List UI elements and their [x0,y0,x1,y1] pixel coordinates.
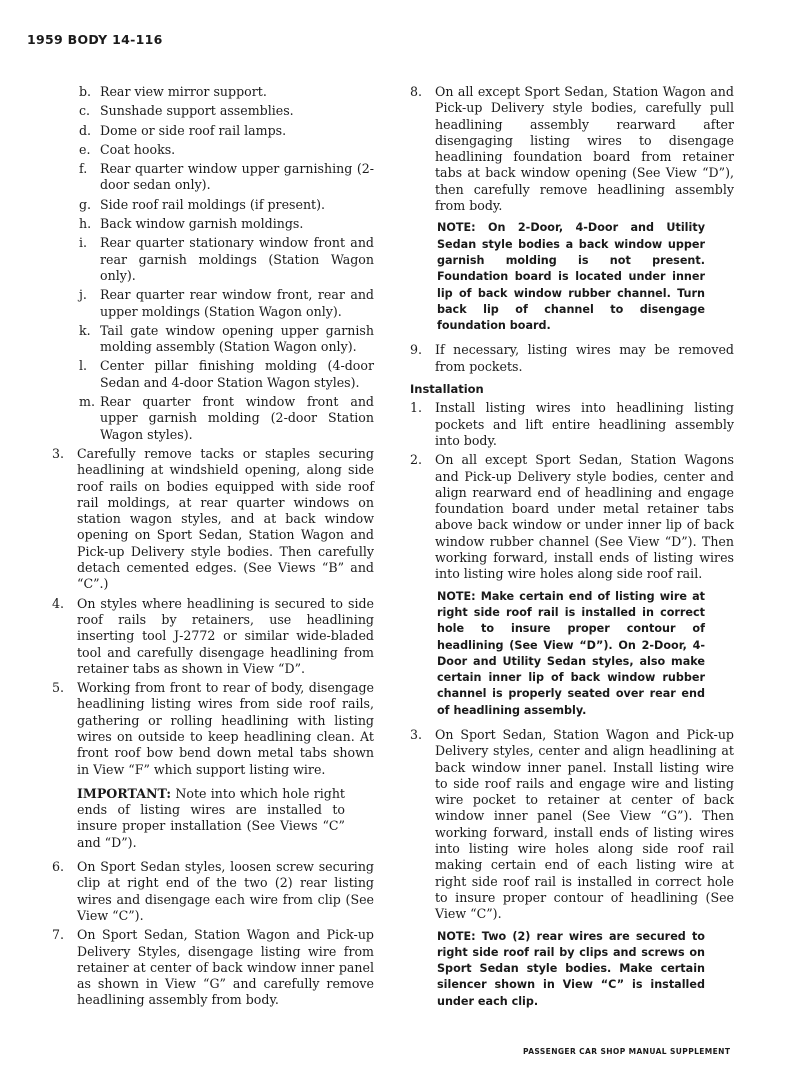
step-item [410,342,734,375]
page-footer: PASSENGER CAR SHOP MANUAL SUPPLEMENT [523,1047,731,1056]
list-item [52,216,374,232]
item-text: Sunshade support assemblies. [100,103,294,119]
step-text: Working from front to rear of body, disengage headlining listing wires from side roof rails, gathering or rolling headlining with listing wires on outside to keep headlining clean. At front roof bow bend down metal tabs shown in View “F” which support listing wire. [77,680,374,777]
step-number: 3. [410,726,423,742]
step-text: On all except Sport Sedan, Station Wagon and Pick-up Delivery style bodies, carefully pull headlining assembly rearward after disengaging listing wires to disengage headlining foundation board from retainer tabs at back window opening (See View “D”), then carefully remove headlining assembly from body. [435,84,734,214]
item-marker: i. [79,235,88,251]
step-item [410,400,734,449]
item-text: Rear quarter window upper garnishing (2-door sedan only). [100,161,374,193]
step-item [52,927,374,1008]
item-marker: h. [79,216,92,232]
note-block: NOTE: On 2-Door, 4-Door and Utility Sedan style bodies a back window upper garnish molding is not present. Foundation board is located under inner lip of back window rubber channel. Turn back lip of channel to disengage foundation board. [437,221,705,333]
step-item [52,859,374,924]
item-marker: b. [79,84,92,99]
step-number: 7. [52,927,65,943]
step-item [52,446,374,593]
list-item [52,235,374,284]
step-number: 4. [52,595,65,611]
item-text: Rear quarter stationary window front and rear garnish moldings (Station Wagon only). [100,235,374,283]
important-label: IMPORTANT: [77,785,172,801]
item-text: Tail gate window opening upper garnish molding assembly (Station Wagon only). [100,322,374,355]
step-text: If necessary, listing wires may be removed from pockets. [435,342,734,374]
step-text: On all except Sport Sedan, Station Wagons and Pick-up Delivery style bodies, center and align rearward end of headlining and engage foundation board under metal retainer tabs above back window or under inner lip of back window rubber channel (See View “D”). Then working forward, install ends of listing wires into listing wire holes along side roof rail. [435,452,734,582]
section-heading-installation: Installation [410,382,484,397]
important-text: Note into which hole right ends of listing wires are installed to insure proper installation (See Views “C” and “D”). [77,785,345,850]
list-item [52,394,374,443]
step-text: On Sport Sedan, Station Wagon and Pick-up Delivery styles, center and align headlining at back window inner panel. Install listing wire to side roof rails and engage wire and listing wire pocket to retainer at center of back window inner panel (See View “G”). Then working forward, install ends of listing wires into listing wire holes along side roof rail making certain end of each listing wire at right side roof rail is installed in correct hole to insure proper contour of headlining (See View “C”). [435,726,734,922]
step-item [410,727,734,923]
important-note [77,786,345,851]
step-item [52,680,374,778]
step-number: 6. [52,859,65,875]
page-header: 1959 BODY 14-116 [27,32,163,47]
item-marker: j. [79,287,87,303]
step-number: 2. [410,452,423,468]
item-text: Dome or side roof rail lamps. [100,122,287,138]
step-item [410,452,734,582]
item-marker: f. [79,161,88,177]
item-marker: m. [79,394,95,410]
item-text: Rear quarter front window front and upper garnish molding (2-door Station Wagon styles). [100,394,374,442]
item-marker: c. [79,103,91,119]
note-block: NOTE: Two (2) rear wires are secured to right side roof rail by clips and screws on Sport Sedan style bodies. Make certain silencer shown in View “C” is installed under each clip. [437,929,705,1008]
step-text: Carefully remove tacks or staples securing headlining at windshield opening, along side roof rails on bodies equipped with side roof rail moldings, at rear quarter windows on station wagon styles, and at back window opening on Sport Sedan, Station Wagon and Pick-up Delivery style bodies. Then carefully detach cemented edges. (See Views “B” and “C”.) [77,445,374,592]
item-marker: k. [79,322,91,338]
step-item [410,84,734,214]
item-marker: d. [79,122,92,138]
step-number: 8. [410,84,423,99]
list-item [52,84,374,100]
step-number: 3. [52,445,65,461]
list-item [52,358,374,391]
note-block: NOTE: Make certain end of listing wire at right side roof rail is installed in correct hole to insure proper contour of headlining (See View “D”). On 2-Door, 4-Door and Utility Sedan styles, also make certain inner lip of back window rubber channel is properly seated over rear end of headlining assembly. [437,589,705,717]
item-marker: l. [79,358,88,374]
step-text: On Sport Sedan, Station Wagon and Pick-up Delivery Styles, disengage listing wire from retainer at center of back window inner panel as shown in View “G” and carefully remove headlining assembly from body. [77,927,374,1008]
list-item [52,103,374,119]
item-marker: e. [79,141,91,157]
step-text: On Sport Sedan styles, loosen screw securing clip at right end of the two (2) rear listing wires and disengage each wire from clip (See View “C”). [77,859,374,923]
step-number: 9. [410,342,423,358]
step-item [52,596,374,677]
list-item [52,287,374,320]
step-number: 5. [52,680,65,696]
right-column [410,84,734,1018]
item-text: Side roof rail moldings (if present). [100,196,326,212]
list-item [52,142,374,158]
step-text: Install listing wires into headlining listing pockets and lift entire headlining assembly into body. [435,400,734,448]
list-item [52,323,374,356]
item-text: Rear quarter rear window front, rear and upper moldings (Station Wagon only). [100,287,374,319]
left-column [52,84,374,1012]
item-text: Center pillar finishing molding (4-door Sedan and 4-door Station Wagon styles). [100,358,374,390]
item-text: Back window garnish moldings. [100,216,304,232]
step-text: On styles where headlining is secured to side roof rails by retainers, use headlining inserting tool J-2772 or similar wide-bladed tool and carefully disengage headlining from retainer tabs as shown in View “D”. [77,595,374,676]
list-item [52,161,374,194]
item-text: Coat hooks. [100,141,176,157]
list-item [52,197,374,213]
step-number: 1. [410,400,423,416]
item-text: Rear view mirror support. [100,84,267,99]
item-marker: g. [79,196,92,212]
list-item [52,123,374,139]
